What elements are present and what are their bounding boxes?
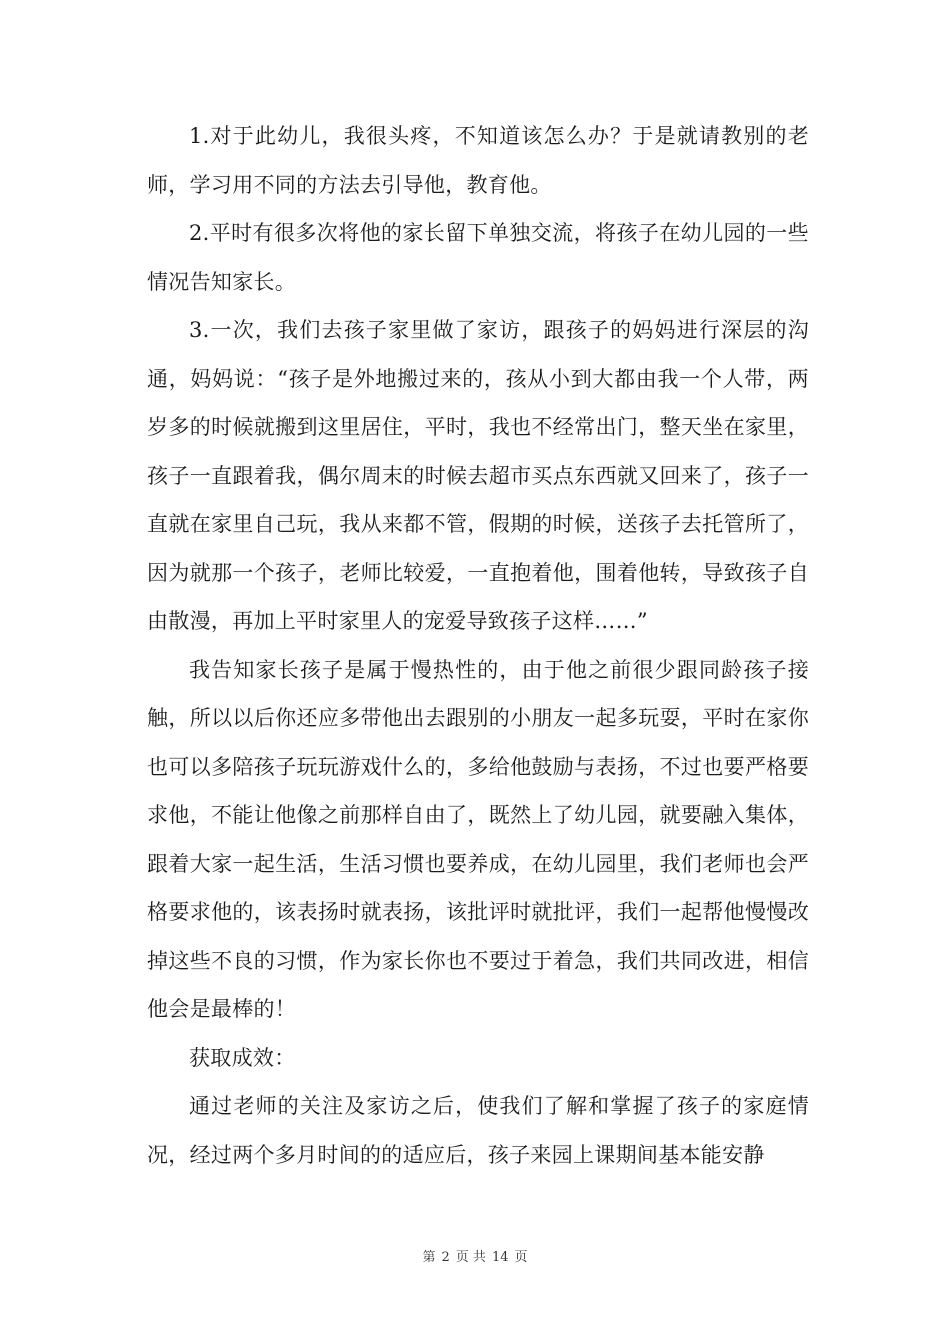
document-body	[147, 112, 809, 1179]
footer-current-page: 2	[441, 1250, 450, 1265]
paragraph-1: 1.对于此幼儿，我很头疼，不知道该怎么办？于是就请教别的老师，学习用不同的方法去引导他，教育他。	[147, 124, 809, 197]
footer-suffix: 页	[514, 1250, 528, 1265]
footer-total-pages: 14	[491, 1250, 509, 1265]
paragraph-5: 通过老师的关注及家访之后，使我们了解和掌握了孩子的家庭情况，经过两个多月时间的的适应后，孩子来园上课期间基本能安静	[147, 1094, 809, 1167]
paragraph-4: 我告知家长孩子是属于慢热性的，由于他之前很少跟同龄孩子接触，所以以后你还应多带他出去跟别的小朋友一起多玩耍，平时在家你也可以多陪孩子玩玩游戏什么的，多给他鼓励与表扬，不过也要严格要求他，不能让他像之前那样自由了，既然上了幼儿园，就要融入集体，跟着大家一起生活，生活习惯也要养成，在幼儿园里，我们老师也会严格要求他的，该表扬时就表扬，该批评时就批评，我们一起帮他慢慢改掉这些不良的习惯，作为家长你也不要过于着急，我们共同改进，相信他会是最棒的！	[147, 657, 809, 1021]
paragraph-3: 3.一次，我们去孩子家里做了家访，跟孩子的妈妈进行深层的沟通，妈妈说：“孩子是外地搬过来的，孩从小到大都由我一个人带，两岁多的时候就搬到这里居住，平时，我也不经常出门，整天坐在家里，孩子一直跟着我，偶尔周末的时候去超市买点东西就又回来了，孩子一直就在家里自己玩，我从来都不管，假期的时候，送孩子去托管所了，因为就那一个孩子，老师比较爱，一直抱着他，围着他转，导致孩子自由散漫，再加上平时家里人的宠爱导致孩子这样……”	[147, 318, 809, 633]
paragraph-2: 2.平时有很多次将他的家长留下单独交流，将孩子在幼儿园的一些情况告知家长。	[147, 221, 809, 294]
section-heading-results: 获取成效：	[189, 1045, 296, 1070]
page-footer	[0, 1248, 950, 1268]
footer-middle: 页 共	[455, 1250, 486, 1265]
footer-prefix: 第	[422, 1250, 436, 1265]
